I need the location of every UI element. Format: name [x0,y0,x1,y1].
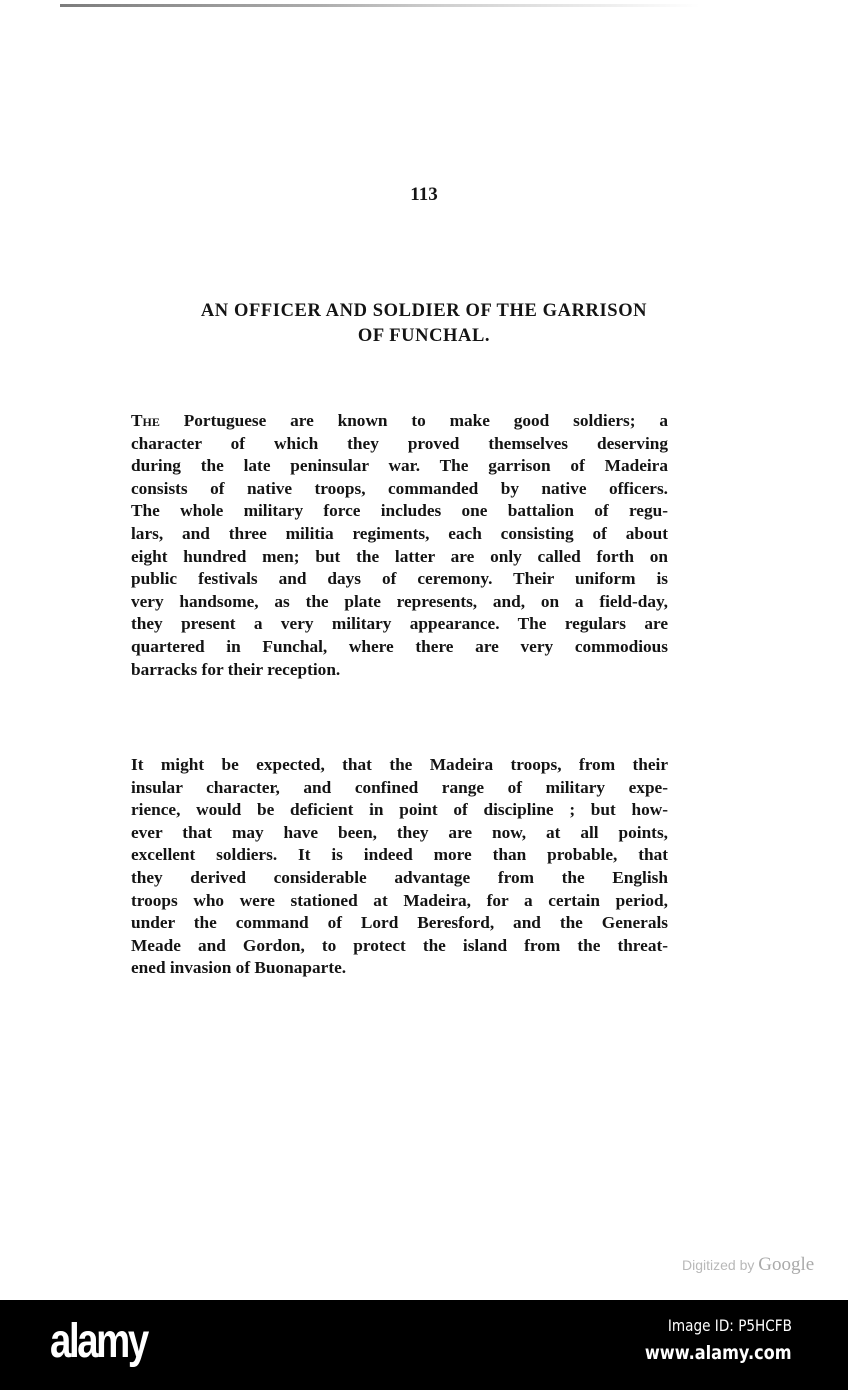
image-id: Image ID: P5HCFB [667,1316,792,1335]
line-text: they present a very military appearance. The regulars are [131,614,668,634]
paragraph-1 [131,410,668,681]
text-line [131,478,668,501]
text-line [131,912,668,935]
line-text: excellent soldiers. It is indeed more than probable, that [131,845,668,865]
line-text: rience, would be deficient in point of discipline ; but how- [131,800,668,820]
text-line [131,613,668,636]
page-number: 113 [410,184,438,205]
line-text: Portuguese are known to make good soldiers; a [159,411,668,430]
text-line [131,754,668,777]
text-line [131,410,668,433]
line-text: character of which they proved themselves deserving [131,433,668,453]
text-line [131,957,668,980]
text-line [131,799,668,822]
text-line [131,523,668,546]
digitized-by-google-mark [682,1254,814,1276]
line-text: barracks for their reception. [131,659,341,679]
text-line [131,867,668,890]
text-line [131,636,668,659]
text-line [131,844,668,867]
watermark-url: www.alamy.com [645,1342,792,1364]
line-text: ened invasion of Buonaparte. [131,958,347,978]
text-line [131,935,668,958]
scan-edge-line [60,4,700,7]
line-text: quartered in Funchal, where there are very commodious [131,636,668,656]
text-line [131,890,668,913]
text-line [131,777,668,800]
line-text: insular character, and confined range of military expe- [131,777,668,797]
line-text: under the command of Lord Beresford, and the Generals [131,913,668,933]
google-brand: Google [758,1254,815,1275]
digitized-prefix: Digitized by [682,1257,755,1273]
watermark-banner [0,1300,848,1390]
text-line [131,455,668,478]
line-text: ever that may have been, they are now, at all points, [131,822,668,842]
line-text: lars, and three militia regiments, each consisting of about [131,523,668,543]
line-text: troops who were stationed at Madeira, for a certain period, [131,890,668,910]
line-text: eight hundred men; but the latter are only called forth on [131,546,668,566]
line-text: during the late peninsular war. The garrison of Madeira [131,456,668,476]
text-line [131,659,668,682]
chapter-title-line-1: AN OFFICER AND SOLDIER OF THE GARRISON [200,301,648,321]
line-text: very handsome, as the plate represents, and, on a field-day, [131,591,668,611]
text-line [131,546,668,569]
text-line [131,433,668,456]
line-text: Meade and Gordon, to protect the island from the threat- [131,935,668,955]
line-text: consists of native troops, commanded by native officers. [131,478,668,498]
lead-small-caps: The [131,411,160,430]
line-text: public festivals and days of ceremony. Their uniform is [131,569,668,589]
line-text: It might be expected, that the Madeira troops, from their [131,755,668,774]
paragraph-2 [131,754,668,980]
text-line [131,568,668,591]
text-line [131,591,668,614]
text-line [131,822,668,845]
chapter-title-line-2: OF FUNCHAL. [357,326,491,346]
alamy-logo: alamy [50,1315,147,1368]
text-line [131,500,668,523]
line-text: The whole military force includes one battalion of regu- [131,501,668,521]
line-text: they derived considerable advantage from the English [131,867,668,887]
